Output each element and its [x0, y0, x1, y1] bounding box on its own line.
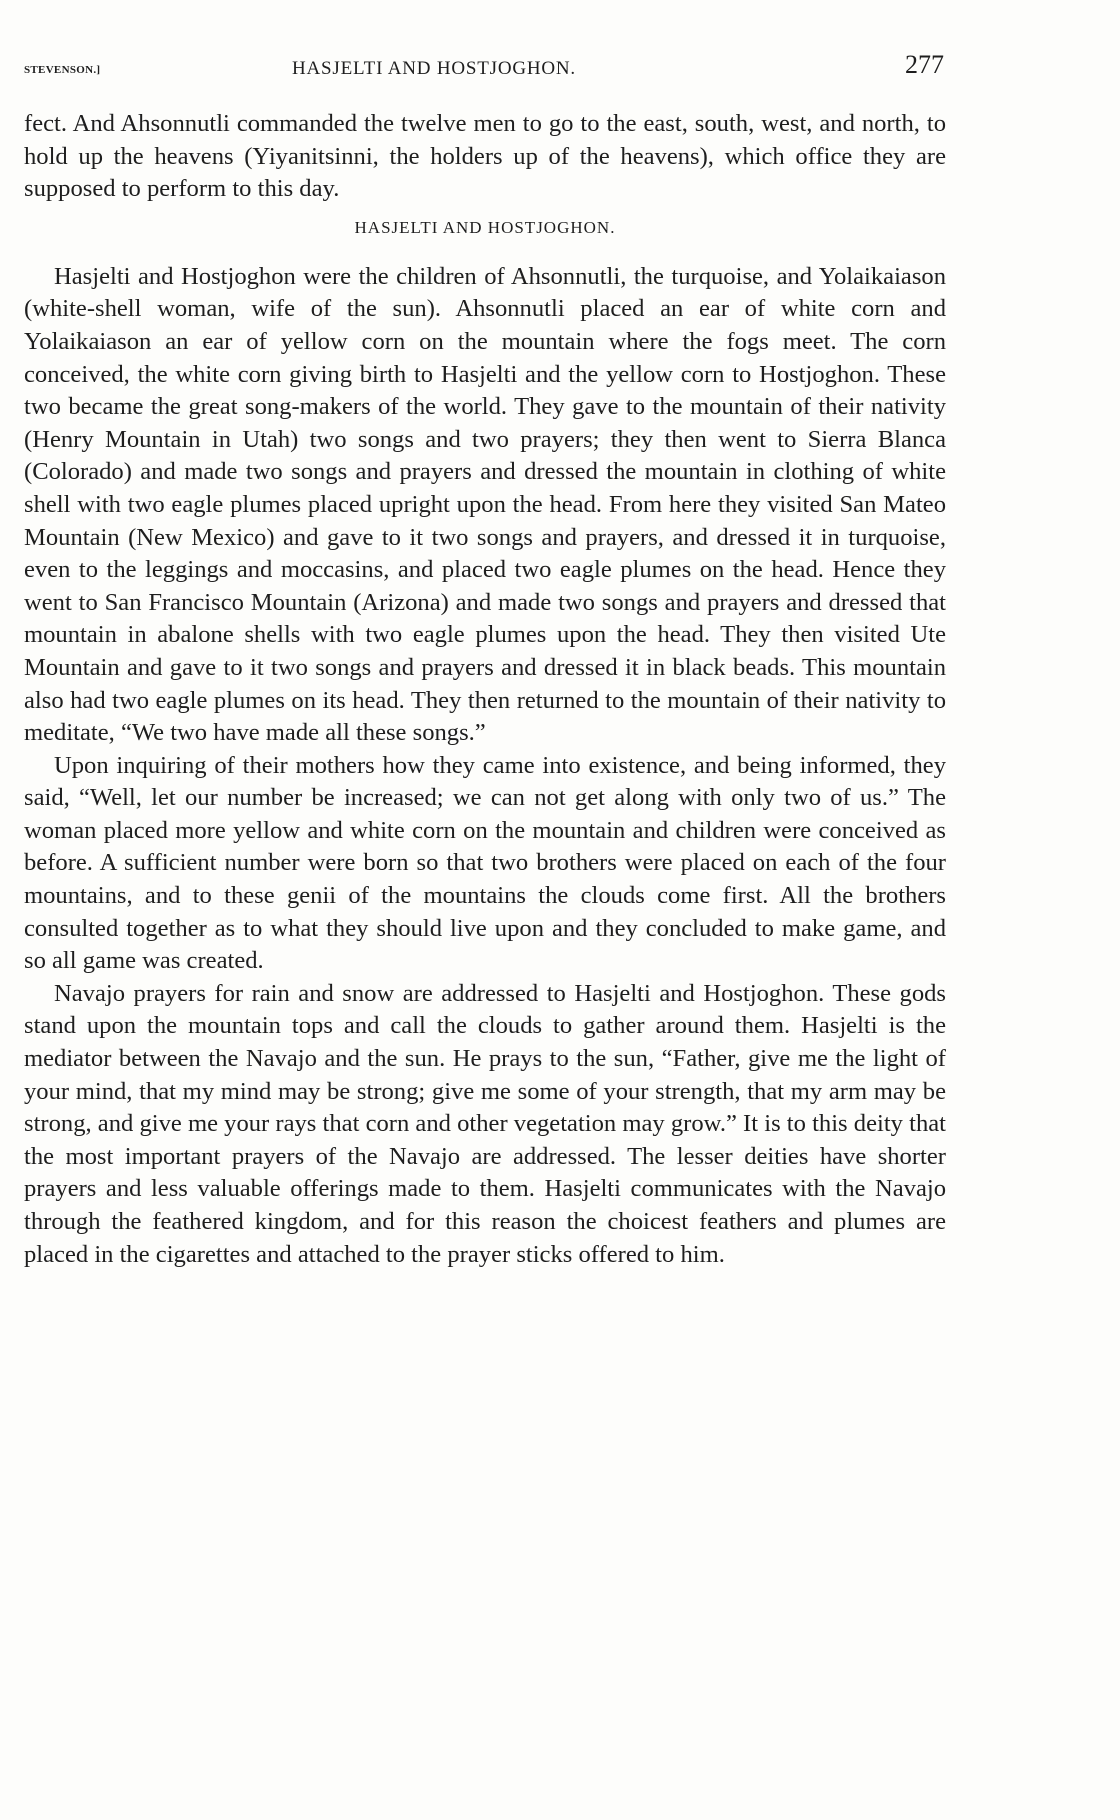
paragraph-1: Hasjelti and Hostjoghon were the children of Ahsonnutli, the turquoise, and Yolaikaiason (white-shell woman, wife of the sun). Ahsonnutli placed an ear of white corn and Yolaikaiason an ear of yellow corn on the mountain where the fogs meet. The corn conceived, the white corn giving birth to Hasjelti and the yellow corn to Hostjoghon. These two became the great song-makers of the world. They gave to the mountain of their nativity (Henry Mountain in Utah) two songs and two prayers; they then went to Sierra Blanca (Colorado) and made two songs and prayers and dressed the mountain in clothing of white shell with two eagle plumes placed upright upon the head. From here they visited San Mateo Mountain (New Mexico) and gave to it two songs and prayers, and dressed it in turquoise, even to the leggings and moccasins, and placed two eagle plumes on the head. Hence they went to San Francisco Mountain (Arizona) and made two songs and prayers and dressed that mountain in abalone shells with two eagle plumes upon the head. They then visited Ute Mountain and gave to it two songs and prayers and dressed it in black beads. This mountain also had two eagle plumes on its head. They then returned to the mountain of their nativity to meditate, “We two have made all these songs.” — [24, 262, 946, 747]
page-number: 277 — [905, 50, 944, 79]
running-head-author: STEVENSON.] — [24, 64, 101, 76]
continuation-paragraph: fect. And Ahsonnutli commanded the twelve men to go to the east, south, west, and north, to hold up the heavens (Yiyanitsinni, the holders up of the heavens), which office they are supposed to perform to this day. — [24, 110, 946, 203]
body-text — [24, 108, 946, 1271]
paragraph-2: Upon inquiring of their mothers how they came into existence, and being informed, they said, “Well, let our number be increased; we can not get along with only two of us.” The woman placed more yellow and white corn on the mountain and children were conceived as before. A sufficient number were born so that two brothers were placed on each of the four mountains, and to these genii of the mountains the clouds come first. All the brothers consulted together as to what they should live upon and they concluded to make game, and so all game was created. — [24, 751, 946, 975]
paragraph-3: Navajo prayers for rain and snow are addressed to Hasjelti and Hostjoghon. These gods stand upon the mountain tops and call the clouds to gather around them. Hasjelti is the mediator between the Navajo and the sun. He prays to the sun, “Father, give me the light of your mind, that my mind may be strong; give me some of your strength, that my arm may be strong, and give me your rays that corn and other vegetation may grow.” It is to this deity that the most important prayers of the Navajo are addressed. The lesser deities have shorter prayers and less valuable offerings made to them. Hasjelti communicates with the Navajo through the feathered kingdom, and for this reason the choicest feathers and plumes are placed in the cigarettes and attached to the prayer sticks offered to him. — [24, 979, 946, 1268]
running-head — [24, 50, 944, 90]
section-heading: HASJELTI AND HOSTJOGHON. — [354, 217, 616, 237]
running-head-title: HASJELTI AND HOSTJOGHON. — [292, 58, 576, 79]
